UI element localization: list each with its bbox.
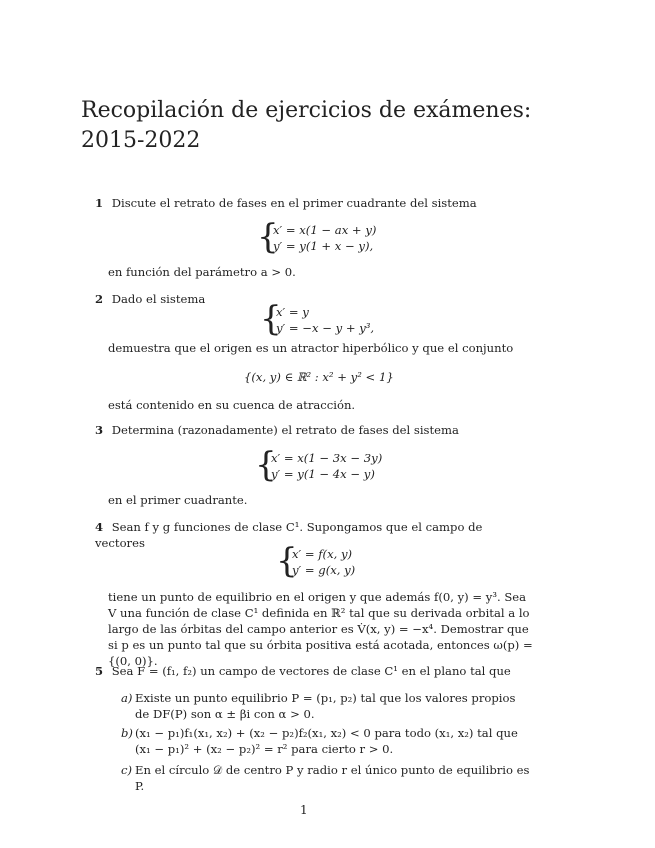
exercise-text: Sea F = (f₁, f₂) un campo de vectores de clase C¹ en el plano tal que <box>111 664 511 678</box>
set-expression: {(x, y) ∈ ℝ² : x² + y² < 1} <box>244 370 394 384</box>
item-text: Existe un punto equilibrio P = (p₁, p₂) tal que los valores propios de DF(P) son α ± βi con α > 0. <box>135 691 516 721</box>
item-text: (x₁ − p₁)f₁(x₁, x₂) + (x₂ − p₂)f₂(x₁, x₂) < 0 para todo (x₁, x₂) tal que (x₁ − p₁)² + (x₂ − p₂)² = r² para cierto r > 0. <box>135 726 518 756</box>
exercise-text: en función del parámetro a > 0. <box>108 265 296 279</box>
exercise-text: Dado el sistema <box>111 292 206 306</box>
left-brace: { <box>276 541 298 581</box>
item-text: En el círculo 𝒟 de centro P y radio r el único punto de equilibrio es P. <box>135 763 530 793</box>
equation: x′ = x(1 − ax + y) <box>273 223 377 237</box>
item-label: c) <box>121 763 133 777</box>
exercise-text: está contenido en su cuenca de atracción. <box>108 398 356 412</box>
document-title: Recopilación de ejercicios de exámenes: 2015-2022 <box>81 98 532 153</box>
exercise-text: en el primer cuadrante. <box>108 493 248 507</box>
list-item <box>121 690 533 721</box>
equation: y′ = y(1 − 4x − y) <box>271 467 375 481</box>
list-item <box>121 762 533 793</box>
exercise-text: tiene un punto de equilibrio en el origen y que además f(0, y) = y³. Sea V una función de clase C¹ definida en ℝ² tal que su derivada orbital a lo largo de las órbitas del campo anterior es V̇(x, y) = −x⁴. Demostrar que si p es un punto tal que su órbita positiva está acotada, entonces ω(p) = {(0, 0)}. <box>108 590 533 668</box>
item-label: a) <box>121 691 133 705</box>
list-item <box>121 725 533 756</box>
exercise-3 <box>95 422 535 438</box>
exercise-1 <box>95 195 535 211</box>
exercise-text: Determina (razonadamente) el retrato de fases del sistema <box>111 423 459 437</box>
equation: y′ = y(1 + x − y), <box>273 239 374 253</box>
exercise-number: 4 <box>95 520 104 534</box>
exercise-number: 2 <box>95 292 104 306</box>
page-number: 1 <box>300 803 308 817</box>
exercise-number: 1 <box>95 196 104 210</box>
equation: x′ = x(1 − 3x − 3y) <box>271 451 383 465</box>
exercise-text: Discute el retrato de fases en el primer cuadrante del sistema <box>111 196 477 210</box>
left-brace: { <box>257 217 279 257</box>
equation: y′ = −x − y + y³, <box>276 321 375 335</box>
equation: x′ = f(x, y) <box>292 547 353 561</box>
item-label: b) <box>121 726 133 740</box>
left-brace: { <box>255 445 277 485</box>
left-brace: { <box>260 299 282 339</box>
exercise-number: 3 <box>95 423 104 437</box>
equation: y′ = g(x, y) <box>292 563 356 577</box>
exercise-5 <box>95 663 535 679</box>
exercise-number: 5 <box>95 664 104 678</box>
exercise-text: demuestra que el origen es un atractor hiperbólico y que el conjunto <box>108 341 514 355</box>
exercise-text: Sean f y g funciones de clase C¹. Supongamos que el campo de vectores <box>95 520 483 550</box>
equation: x′ = y <box>276 305 309 319</box>
